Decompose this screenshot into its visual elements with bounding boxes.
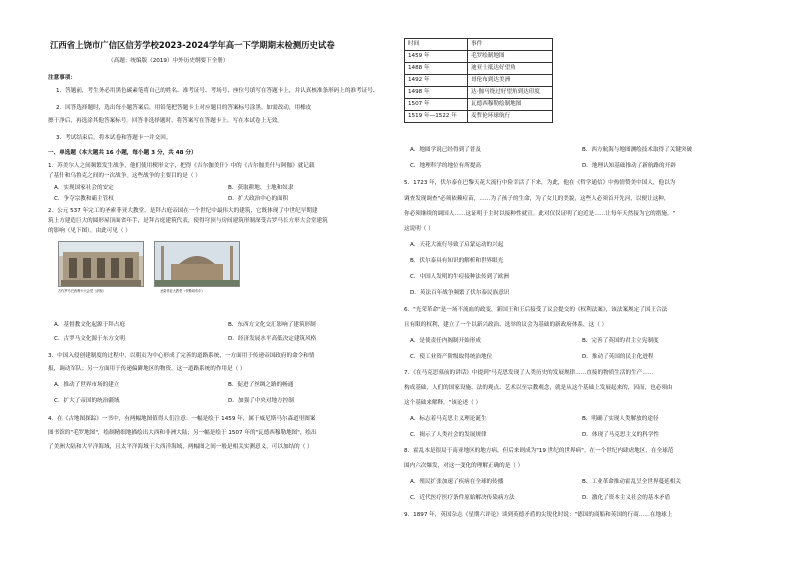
question-stem: 围内六次爆发，对这一变化的理解正确的是（ ） (404, 463, 524, 469)
option-a[interactable]: A．基督教文化起源于拜占庭 (54, 322, 125, 328)
option-c[interactable]: C．扩大了帝国的统治疆域 (54, 398, 120, 404)
option-c[interactable]: C．争夺宗教和霸主管权 (54, 196, 114, 202)
question-stem: 图书馆的"毛罗地图"，绘制精细地描绘出大西和非洲大陆；另一幅是绘于 1507 年的"瓦德西穆勒地图"，绘出 (48, 430, 317, 436)
question-stem: 这说明（ ） (404, 226, 434, 232)
table-cell: 哥伦布到达美洲 (468, 75, 553, 87)
option-a[interactable]: A．天花大流行导致了启蒙运动的兴起 (410, 242, 504, 248)
option-c[interactable]: C．近代医疗医疗条件原始解决传染病方法 (410, 495, 515, 501)
option-d[interactable]: D．体现了马克思主义的科学性 (582, 432, 660, 438)
table-cell: 1498 年 (405, 87, 468, 99)
option-a[interactable]: A．标志着马克思主义理论诞生 (410, 416, 487, 422)
page-title: 江西省上饶市广信区信芳学校2023-2024学年高一下学期期末检测历史试卷 (50, 40, 335, 50)
option-b[interactable]: B．促进了丝绸之路的畅通 (228, 382, 294, 388)
option-a[interactable]: A．地圆学说已经得到了普及 (410, 147, 481, 153)
table-cell: 1492 年 (405, 75, 468, 87)
table-header: 时间 (405, 39, 468, 51)
option-b[interactable]: B．东西方文化交汇影响了建筑形制 (228, 322, 316, 328)
option-a[interactable]: A．是使责任内阁制开始形成 (410, 338, 481, 344)
table-row (405, 87, 553, 99)
option-d[interactable]: D．经济发展水平高低决定建筑风格 (228, 336, 317, 342)
option-b[interactable]: B．西方航海与地图测绘技术取得了关键突破 (582, 147, 693, 153)
question-stem: 的影响（见下图），由此可见（ ） (48, 228, 131, 234)
page-subtitle: （高题：统编版（2019）中外历史纲要下全册） (108, 58, 229, 64)
basilica-photo (58, 241, 144, 287)
question-stem: 6．"光荣革命"是一场不流血的政变，新国王和王后接受了议会提交的《权利法案》，该法案规定了国王合法 (404, 307, 668, 313)
question-stem: 9．1897 年，英国杂志《星期六评论》谈到英德矛盾的尖锐化时说："德国的商船和英国的行商……在地球上 (404, 512, 673, 518)
table-cell: 1488 年 (405, 63, 468, 75)
option-a[interactable]: A．实现国家社会的安定 (54, 185, 114, 191)
question-stem: 5．1723 年，伏尔泰在巴黎天花大流行中险幸活了下来，为此，他在《哲学通信》中热情赞美中国人，他以为 (404, 180, 676, 186)
option-b[interactable]: B．获取耕地、土地和奴隶 (228, 185, 294, 191)
notice-item: 擦干净后，再选涂其他答案标号。回答非选择题时，将答案写在答题卡上。写在本试卷上无效。 (48, 118, 283, 124)
option-d[interactable]: D．地理认知基础推动了新航路的开辟 (582, 163, 676, 169)
table-row (405, 63, 553, 75)
table-cell: 1507 年 (405, 99, 468, 111)
question-stem: 4．在《古地图探踪》一书中，有两幅地图值得人们注意：一幅是绘于 1459 年，属于威尼斯马尔森道里图案 (48, 416, 316, 422)
table-header: 事件 (468, 39, 553, 51)
table-cell: 达·伽马绕过好望角到达印度 (468, 87, 553, 99)
table-cell: 1459 年 (405, 51, 468, 63)
events-table (404, 38, 553, 123)
table-cell: 麦哲伦环球航行 (468, 111, 553, 123)
question-stem: 了基什和乌鲁克之间的一次战争。这些战争的主要目的是（ ） (48, 173, 201, 179)
question-stem: 这个基础来解释。"该论述（ ） (404, 400, 482, 406)
notice-item: 3．考试结束后，将本试卷和答题卡一并交回。 (56, 135, 172, 141)
table-cell: 1519 年—1522 年 (405, 111, 468, 123)
option-d[interactable]: D．激化了资本主义社会的基本矛盾 (582, 495, 671, 501)
exam-page (48, 32, 752, 534)
notice-heading: 注意事项： (48, 75, 76, 81)
section-heading: 一、单选题（本大题共 16 小题，每小题 3 分，共 48 分） (48, 150, 197, 156)
option-b[interactable]: B．工业革命推动霍乱呈全世界蔓延相关 (582, 479, 681, 485)
notice-item: 2．回答选择题时，选出每小题答案后，用铅笔把答题卡上对应题目的答案标号涂黑。如需改动，用橡皮 (56, 105, 312, 111)
question-stem: 3．中国入侵创建制度的过程中，以朝贡为中心形成了完善的道路系统，一方面用于传递帝国政府的命令和情 (48, 353, 315, 359)
table-row (405, 51, 553, 63)
table-cell: 瓦德西穆勒绘制地图 (468, 99, 553, 111)
option-d[interactable]: D．加强了中央对地方控制 (228, 398, 294, 404)
figure-row (58, 241, 238, 297)
option-b[interactable]: B．完善了英国的君主立宪制度 (582, 338, 659, 344)
question-stem: 构成基础，人们的国家设施、法的观点、艺术以至宗教观念，就是从这个基础上发展起来的，因而，也必须由 (404, 385, 673, 391)
question-stem: 7．《在马克思墓前的讲话》中提到"马克思发现了人类历史的发展规律……直接的物质生活的生产…… (404, 370, 654, 376)
option-d[interactable]: D．推动了英国的民主化进程 (582, 354, 654, 360)
question-stem: 筑上方建造巨大的圆形屋顶面省年手，是拜占庭建筑代表，使得穹顶与房间建筑形制深受古罗马长方形大会堂建筑 (48, 218, 328, 224)
table-row (405, 111, 553, 123)
option-c[interactable]: C．古罗马文化源于东方文明 (54, 336, 126, 342)
option-c[interactable]: C．揭示了人类社会的发展规律 (410, 432, 487, 438)
notice-item: 1．答题前，考生务必用黑色碳素笔将自己的姓名、准考证号、考场号、座位号填写在答题卡上，并认真核准条形码上的准考证号、 (56, 88, 379, 94)
question-stem: 1．苏美尔人之间频繁发生战争，他们使用楔形文字，把得《吉尔伽美什》中的《吉尔伽美什与阿伽》就记载 (48, 163, 315, 169)
question-stem: 2．公元 537 年完工的圣索菲亚大教堂，是拜占庭帝国在一个世纪中最伟大的建筑，它既体现了中世纪早期建 (48, 208, 318, 214)
figure-caption: 古代罗马巴西利卡大会堂（剖视） (58, 289, 106, 293)
option-a[interactable]: A．殖民扩张加速了疾病在全球的传播 (410, 479, 504, 485)
question-stem: 调查发现调查"必须依赖痘苗，……为了孩子的生命，为了女儿的美貌，这些人必须首开先河，以便让这种， (404, 196, 670, 202)
table-row (405, 75, 553, 87)
option-c[interactable]: C．中国人发明的牛痘接种法传到了欧洲 (410, 274, 510, 280)
option-d[interactable]: D．英法百年战争频繁了伏尔泰民族意识 (410, 290, 510, 296)
figure-caption: 圣索菲亚大教堂（伊斯坦布尔） (160, 289, 205, 293)
table-header-row (405, 39, 553, 51)
question-stem: 你必须继续的调国人……这证明于主时以接种性就宣。此对仅仅证明了迫近是……让每年天然接为它的措施。" (404, 211, 676, 217)
option-c[interactable]: C．地理科学的地位有所提高 (410, 163, 482, 169)
table-row (405, 99, 553, 111)
option-a[interactable]: A．推动了世界市场的建立 (54, 382, 120, 388)
question-stem: 报，调动军队；另一方面用于传递偏僻地区的物资。这一道路系统的作用是（ ） (48, 366, 246, 372)
table-cell: 迪亚士抵达好望角 (468, 63, 553, 75)
option-c[interactable]: C．使工业资产阶级取得统治地位 (410, 354, 493, 360)
option-b[interactable]: B．伏尔泰具有知识的解析和世界眼光 (410, 258, 504, 264)
option-b[interactable]: B．明确了实现人类解放的途径 (582, 416, 659, 422)
table-cell: 毛罗绘制地图 (468, 51, 553, 63)
hagia-sophia-photo (154, 241, 240, 287)
question-stem: 8．霍乱本是很局于南亚地区的地方病，但后来则成为"19 世纪的世界病"。在一个世纪内肆虐地区，在全球范 (404, 448, 674, 454)
question-stem: 且有限的权利，建立了一个以新兴政治、选举的议会为基础的新政府体系，这（ ） (404, 322, 608, 328)
question-stem: 了美洲大陆和大平洋海域，且太平洋海域于大西洋海域，两幅图之间一般是相关实测意义，可以加结的（ ） (48, 444, 313, 450)
option-d[interactable]: D．扩大政治中心的面积 (228, 196, 289, 202)
